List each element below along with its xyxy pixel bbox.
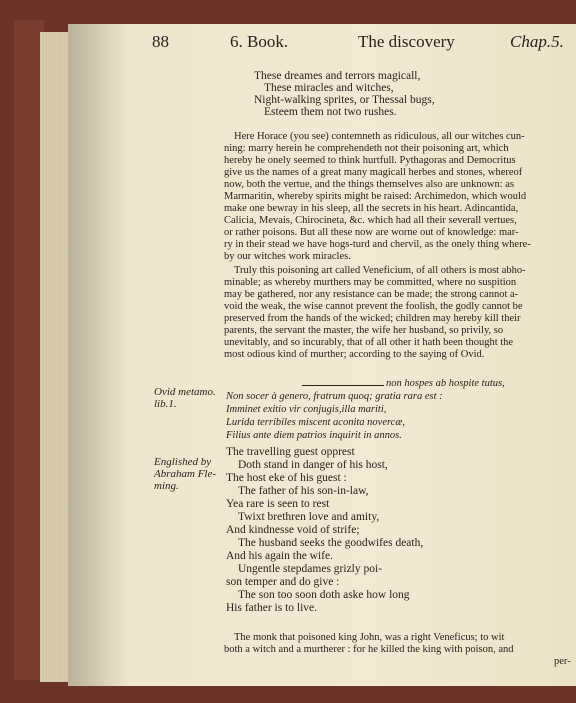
running-title: The discovery [358,32,455,51]
body-line: now, both the vertue, and the things themselves also are unknown: as [224,179,515,190]
margin-note: Ovid metamo. [154,386,216,398]
gutter-shadow [68,24,128,686]
catchword: per- [554,656,571,667]
verse-line: And kindnesse void of strife; [226,524,360,536]
body-line: most odious kind of murther; according to the saying of Ovid. [224,349,485,360]
verse-line: These dreames and terrors magicall, [254,70,421,82]
body-line: make one bewray in his sleep, all the secrets in his heart. Adincantida, [224,203,519,214]
running-chapter: Chap.5. [510,32,564,51]
body-line: may be gathered, nor any resistance can be made; the strong cannot a- [224,289,519,300]
running-book: 6. Book. [230,32,289,51]
verse-line: The son too soon doth aske how long [238,589,410,601]
verse-line: These miracles and witches, [264,82,394,94]
verse-line: Yea rare is seen to rest [226,498,330,510]
body-line: Truly this poisoning art called Veneficium, of all others is most abho- [234,265,526,276]
latin-line: Lurida terribiles miscent aconita novercæ, [226,417,405,428]
page-number: 88 [152,32,169,51]
margin-note: Abraham Fle- [154,468,217,480]
body-line: Marmaritin, whereby spirits might be raised: Archimedon, which would [224,191,527,202]
verse-line: And his again the wife. [226,550,333,562]
latin-line: Imminet exitio vir conjugis,illa mariti, [226,404,387,415]
verse-line: Ungentle stepdames grizly poi- [238,563,383,575]
body-line: Calicia, Mevais, Chirocineta, &c. which had all their severall vertues, [224,215,517,226]
margin-note: ming. [154,480,179,492]
page-block-edge [40,32,70,682]
body-line: both a witch and a murtherer : for he killed the king with poison, and [224,644,514,655]
latin-line: non hospes ab hospite tutus, [386,378,505,389]
verse-line: son temper and do give : [226,576,340,588]
body-line: parents, the servant the master, the wife her husband, so privily, so [224,325,504,336]
verse-line: His father is to live. [226,602,318,614]
body-line: hereby he onely seemed to think hurtfull. Pythagoras and Democritus [224,155,516,166]
quote-dash-rule [302,385,384,386]
verse-line: The husband seeks the goodwifes death, [238,537,424,549]
body-line: The monk that poisoned king John, was a right Veneficus; to wit [234,632,505,643]
body-line: ning: marry herein he comprehendeth not their poisoning art, which [224,143,509,154]
verse-line: The host eke of his guest : [226,472,347,484]
verse-line: Esteem them not two rushes. [264,106,397,118]
latin-line: Filius ante diem patrios inquirit in annos. [226,430,402,441]
latin-line: Non socer à genero, fratrum quoq; gratia rara est : [226,391,443,402]
body-line: by our witches work miracles. [224,251,351,262]
margin-note: lib.1. [154,398,177,410]
verse-line: The father of his son-in-law, [238,485,369,497]
verse-line: Doth stand in danger of his host, [238,459,388,471]
body-line: give us the names of a great many magicall herbes and stones, whereof [224,167,523,178]
body-line: minable; as whereby murthers may be committed, where no suspition [224,277,517,288]
verse-line: The travelling guest opprest [226,446,355,458]
body-line: preserved from the hands of the wicked; children may hereby kill their [224,313,521,324]
verse-line: Twixt brethren love and amity, [238,511,380,523]
body-line: unevitably, and so incurably, that of all other it hath been thought the [224,337,514,348]
body-line: ry in their stead we have hogs-turd and chervil, as the onely thing where- [224,239,531,250]
body-line: or rather poisons. But all these now are worne out of knowledge: mar- [224,227,519,238]
body-line: Here Horace (you see) contemneth as ridiculous, all our witches cun- [234,131,525,142]
book-page [68,24,576,686]
body-line: void the weak, the wise cannot prevent the foolish, the godly cannot be [224,301,523,312]
margin-note: Englished by [154,456,212,468]
verse-line: Night-walking sprites, or Thessal bugs, [254,94,435,106]
